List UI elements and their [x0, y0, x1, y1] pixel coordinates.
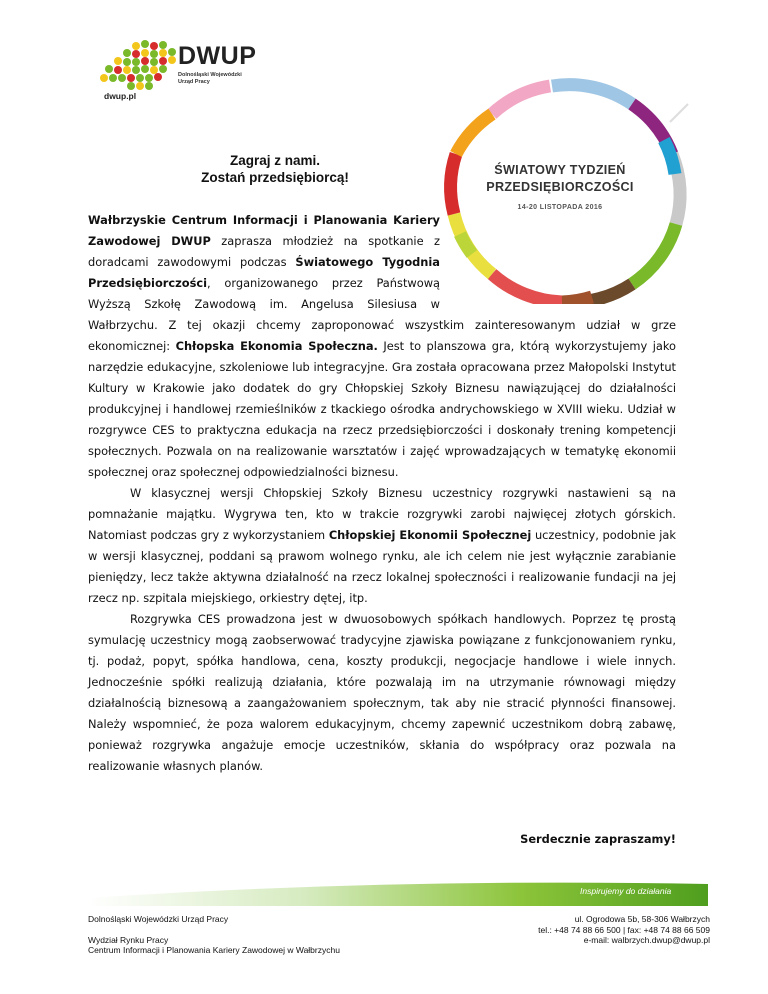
game-name-2: Chłopskiej Ekonomii Społecznej [328, 528, 532, 542]
p2-text-a: W klasycznej wersji Chłopskiej Szkoły Biznesu uczestnicy rozgrywki nastawieni są na pomnażanie majątku. Wygrywa ten, kto w trakcie rozgrywki zarobi najwięcej złotych górskich. Natomiast podczas gry z wykorzystaniem [88, 486, 676, 542]
logo-title: DWUP [178, 42, 257, 70]
paragraph-1 [88, 210, 676, 483]
closing-text: Serdecznie zapraszamy! [520, 832, 676, 846]
ring-spacer [440, 210, 676, 296]
footer-right [440, 914, 710, 946]
event-title-line2: PRZEDSIĘBIORCZOŚCI [486, 180, 634, 194]
logo-subtitle-line1: Dolnośląski Wojewódzki [178, 72, 242, 78]
p1-text-a: zaprasza młodzież na spotkanie z doradcami zawodowymi podczas [88, 234, 441, 269]
logo-url: dwup.pl [104, 91, 137, 101]
event-dates: 14-20 LISTOPADA 2016 [517, 204, 603, 211]
logo-hexagon-cluster [100, 40, 176, 90]
footer-left [88, 914, 340, 956]
p1-text-b: , organizowanego przez Państwową Wyższą Szkołę Zawodową im. Angelusa Silesiusa w Wałbrzychu. Z tej okazji chcemy zaproponować wszystkim zainteresowanym udział w grze ekonomicznej: [88, 276, 676, 353]
event-name: Światowego Tygodnia Przedsiębiorczości [88, 255, 440, 290]
footer-dept1: Wydział Rynku Pracy [88, 934, 169, 945]
event-title [448, 162, 672, 196]
paragraph-3: Rozgrywka CES prowadzona jest w dwuosobowych spółkach handlowych. Poprzez tę prostą symulację uczestnicy mogą zaobserwować tradycyjne zjawiska powiązane z funkcjonowaniem rynku, tj. podaż, popyt, spółka handlowa, cena, koszty produkcji, negocjacje handlowe i wiele innych. Jednocześnie spółki realizują działania, które pozwalają im na utrzymanie równowagi między działalnością biznesową a zaangażowaniem społecznym, tak aby nie stracić płynności finansowej. Należy wspomnieć, że poza walorem edukacyjnym, chcemy zapewnić uczestnikom dobrą zabawę, ponieważ rozgrywka angażuje emocje uczestników, skłania do współpracy oraz pozwala na realizowanie własnych planów. [88, 612, 676, 773]
logo-subtitle-line2: Urząd Pracy [178, 79, 210, 85]
body-text [88, 210, 676, 777]
logo-subtitle [178, 72, 242, 86]
footer-dept2: Centrum Informacji i Planowania Kariery Zawodowej w Wałbrzychu [88, 945, 340, 955]
footer-phone: tel.: +48 74 88 66 500 | fax: +48 74 88 66 509 [538, 924, 710, 935]
footer-slogan: Inspirujemy do działania [580, 886, 672, 896]
footer-email: e-mail: walbrzych.dwup@dwup.pl [583, 935, 710, 945]
headline [140, 152, 410, 186]
organizer-name: Wałbrzyskie Centrum Informacji i Planowania Kariery Zawodowej DWUP [88, 213, 440, 248]
paragraph-2 [88, 483, 676, 609]
p1-text-c: Jest to planszowa gra, którą wykorzystujemy jako narzędzie edukacyjne, szkoleniowe lub integracyjne. Gra została opracowana przez Małopolski Instytut Kultury w Krakowie jako dodatek do gry Chłopskiej Szkoły Biznesu nawiązującej do działalności produkcyjnej i handlowej rzemieślników z tkackiego ośrodka andrychowskiego w XVIII wieku. Udział w rozgrywce CES to praktyczna edukacja na rzecz przedsiębiorczości i doskonały trening kompetencji społecznych. Pozwala on na realizowanie warsztatów i zajęć wprowadzających w tematykę ekonomii społecznej oraz społecznej odpowiedzialności biznesu. [88, 339, 676, 479]
footer-address: ul. Ogrodowa 5b, 58-306 Wałbrzych [574, 914, 710, 924]
footer-org: Dolnośląski Wojewódzki Urząd Pracy [88, 914, 229, 924]
headline-line1: Zagraj z nami. [229, 153, 321, 168]
event-title-line1: ŚWIATOWY TYDZIEŃ [494, 163, 626, 177]
p2-text-b: uczestnicy, podobnie jak w wersji klasycznej, poddani są prawom wolnego rynku, ale ich celem nie jest wyłącznie zarabianie pieniędzy, lecz także aktywna działalność na rzecz lokalnej społeczności i realizowanie fundacji na jej rzecz np. szpitala miejskiego, orkiestry dętej, itp. [88, 528, 676, 605]
game-name: Chłopska Ekonomia Społeczna. [175, 339, 378, 353]
headline-line2: Zostań przedsiębiorcą! [201, 170, 349, 185]
